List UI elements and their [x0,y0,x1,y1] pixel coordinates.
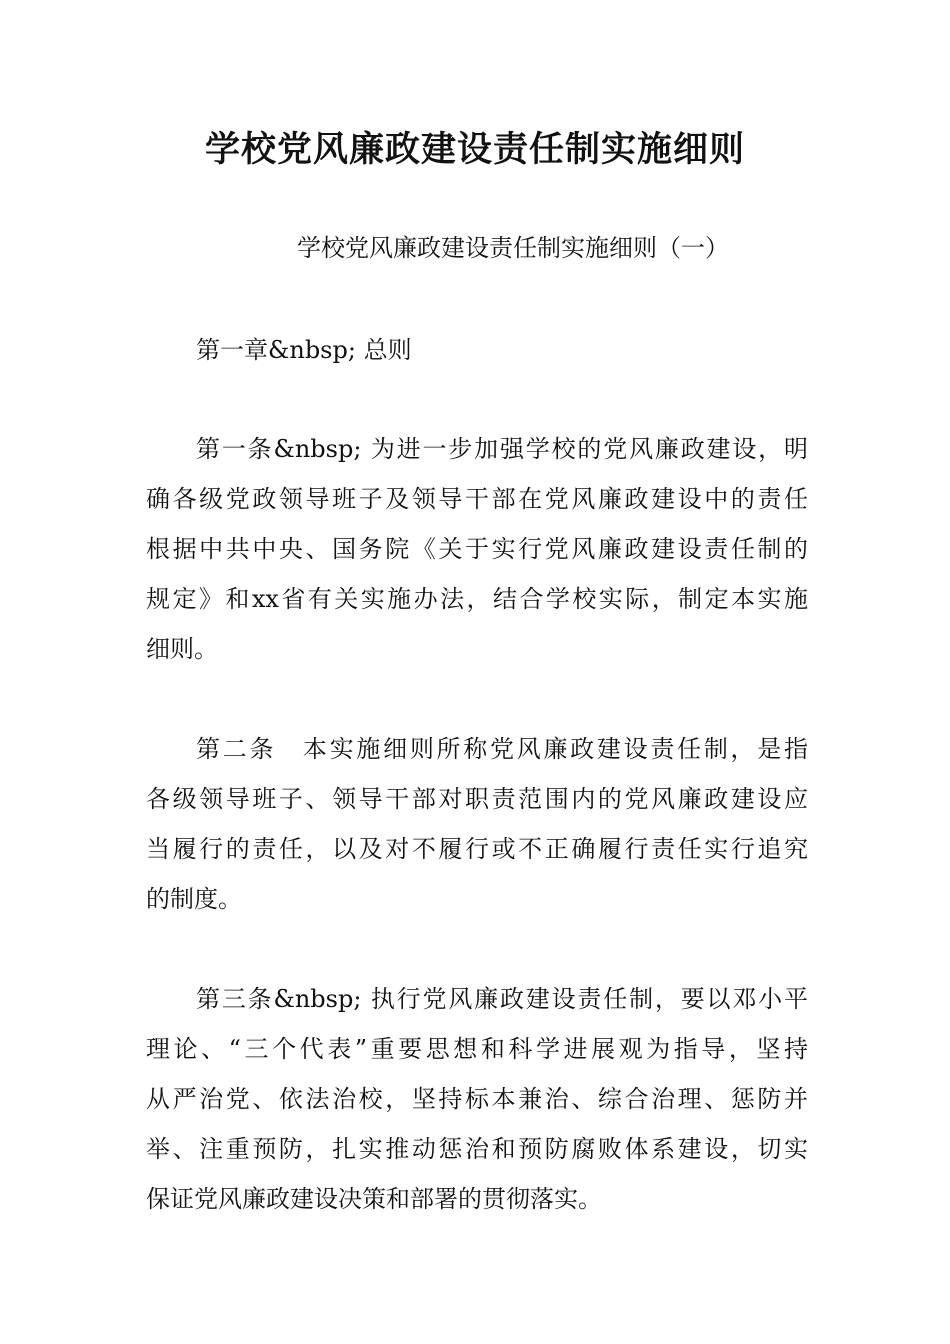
chapter-heading: 第一章&nbsp; 总则 [196,336,412,364]
paragraph-line: 各级领导班子、领导干部对职责范围内的党风廉政建设应 [146,785,808,813]
paragraph-line: 理论、“三个代表”重要思想和科学进展观为指导，坚持 [146,1035,808,1063]
paragraph-line: 细则。 [146,635,218,663]
paragraph-line: 的制度。 [146,885,242,913]
paragraph-line: 从严治党、依法治校，坚持标本兼治、综合治理、惩防并 [146,1085,808,1113]
paragraph-line: 第三条&nbsp; 执行党风廉政建设责任制，要以邓小平 [196,985,808,1013]
article-1-paragraph [146,424,808,674]
paragraph-line: 举、注重预防，扎实推动惩治和预防腐败体系建设，切实 [146,1135,808,1163]
paragraph-line: 第一条&nbsp; 为进一步加强学校的党风廉政建设，明 [196,435,808,463]
document-title: 学校党风廉政建设责任制实施细则 [204,130,745,170]
article-2-paragraph [146,724,808,924]
paragraph-line: 确各级党政领导班子及领导干部在党风廉政建设中的责任 [146,485,808,513]
paragraph-line: 第二条 本实施细则所称党风廉政建设责任制，是指 [196,735,808,763]
paragraph-line: 根据中共中央、国务院《关于实行党风廉政建设责任制的 [146,535,808,563]
paragraph-line: 当履行的责任，以及对不履行或不正确履行责任实行追究 [146,835,808,863]
article-3-paragraph [146,974,808,1224]
paragraph-line: 保证党风廉政建设决策和部署的贯彻落实。 [146,1185,602,1213]
document-subtitle: 学校党风廉政建设责任制实施细则（一） [297,234,729,262]
paragraph-line: 规定》和xx省有关实施办法，结合学校实际，制定本实施 [146,585,808,613]
